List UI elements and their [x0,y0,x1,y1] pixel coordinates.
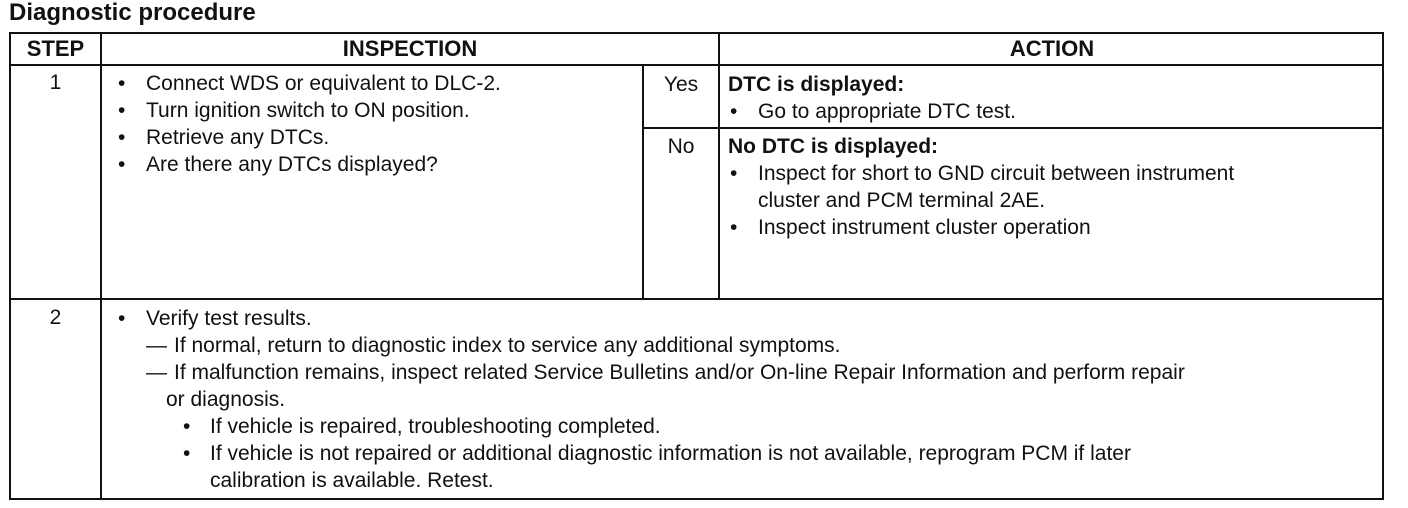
list-item-text: If normal, return to diagnostic index to service any additional symptoms. [174,334,841,357]
yes-action-list [722,98,1016,125]
list-item-line: or diagnosis. [166,388,286,411]
list-item-line: If vehicle is not repaired or additional diagnostic information is not available, reprogram PCM if later [210,442,1131,465]
list-item: • Connect WDS or equivalent to DLC-2. [110,70,501,97]
list-item-line: cluster and PCM terminal 2AE. [758,189,1046,212]
list-item: • If vehicle is repaired, troubleshooting completed. [110,413,1185,440]
list-item [110,332,1185,359]
answer-no-label: No [667,135,695,158]
list-item-line: If malfunction remains, inspect related Service Bulletins and/or On-line Repair Information and perform repair [174,361,1185,384]
list-item [722,160,1234,214]
list-item: • Inspect instrument cluster operation [722,214,1234,241]
divider-header [9,64,1384,66]
list-item: • Retrieve any DTCs. [110,124,501,151]
page-title: Diagnostic procedure [9,0,256,26]
list-item: • Turn ignition switch to ON position. [110,97,501,124]
dash-icon: — [146,334,167,357]
no-action-list [722,160,1234,241]
step-number-1: 1 [49,71,62,94]
no-action-heading: No DTC is displayed: [728,135,939,158]
step-number-2: 2 [49,306,62,329]
list-item: • Go to appropriate DTC test. [722,98,1016,125]
step1-inspection-list [110,70,501,178]
divider-step-inspection [100,32,102,500]
divider-yes-no [642,127,1384,129]
divider-inspection-action [718,32,720,300]
divider-step1-step2 [9,298,1384,300]
header-step: STEP [26,36,85,61]
list-item [110,359,1185,413]
dash-icon: — [146,361,167,384]
list-item-line: Inspect for short to GND circuit between instrument [758,162,1235,185]
list-item-line: calibration is available. Retest. [210,469,494,492]
answer-yes-label: Yes [663,73,699,96]
divider-inspection-yesno [642,66,644,300]
list-item: • Are there any DTCs displayed? [110,151,501,178]
yes-action-heading: DTC is displayed: [728,73,905,96]
list-item [110,440,1185,494]
list-item: • Verify test results. [110,305,1185,332]
step2-inspection-list [110,305,1185,494]
header-inspection: INSPECTION [342,36,478,61]
header-action: ACTION [1009,36,1095,61]
